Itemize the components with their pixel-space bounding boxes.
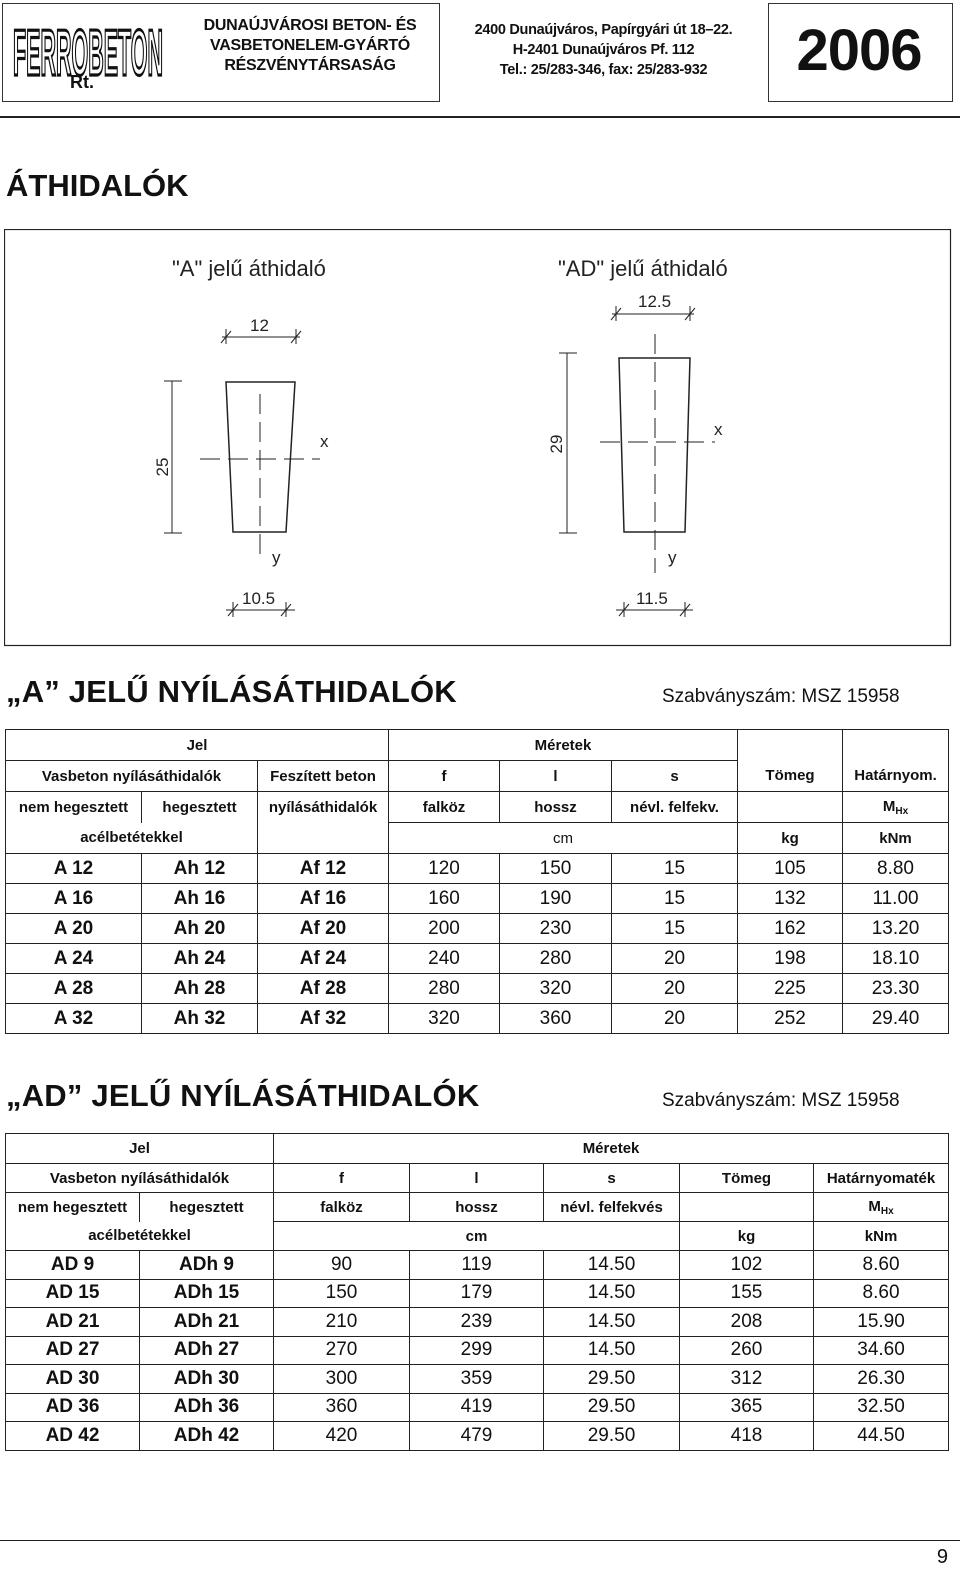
table-cell: A 12 (6, 854, 142, 884)
table-cell: Af 24 (258, 944, 389, 974)
table-cell: 15 (612, 854, 738, 884)
col-meretek: Méretek (389, 730, 738, 761)
table-row (6, 944, 949, 974)
table-cell: 20 (612, 974, 738, 1004)
table-row (6, 884, 949, 914)
table-cell: A 24 (6, 944, 142, 974)
table-cell: 280 (389, 974, 500, 1004)
col-nevl-felfekv: névl. felfekv. (612, 792, 738, 823)
table-cell: 365 (680, 1393, 814, 1422)
table-cell: ADh 9 (140, 1251, 274, 1280)
table-cell: 270 (274, 1336, 410, 1365)
col-mhx: $M_{Hx}$ (814, 1193, 949, 1222)
table-cell: Af 16 (258, 884, 389, 914)
col-vasbeton: Vasbeton nyílásáthidalók (6, 1164, 274, 1193)
table-cell: ADh 15 (140, 1279, 274, 1308)
col-f: f (274, 1164, 410, 1193)
address-line-3: Tel.: 25/283-346, fax: 25/283-932 (499, 62, 708, 78)
table-cell: 299 (410, 1336, 544, 1365)
col-nyilasathidalok: nyílásáthidalók (258, 792, 389, 823)
table-cell: AD 27 (6, 1336, 140, 1365)
table-row (6, 974, 949, 1004)
footer-divider (0, 1540, 960, 1541)
table-cell: 240 (389, 944, 500, 974)
col-meretek: Méretek (274, 1134, 949, 1164)
logo-sub: Rt. (70, 72, 94, 90)
company-address (446, 20, 761, 80)
table-ad-header-row-3 (6, 1193, 949, 1222)
table-cell: AD 30 (6, 1365, 140, 1394)
blank-cell (680, 1193, 814, 1222)
table-ad (5, 1133, 949, 1451)
col-jel: Jel (6, 1134, 274, 1164)
blank-cell (738, 730, 843, 761)
table-a-header-row-3 (6, 792, 949, 823)
blank-cell (738, 792, 843, 823)
table-cell: 320 (500, 974, 612, 1004)
unit-kg: kg (738, 823, 843, 854)
table-cell: 132 (738, 884, 843, 914)
table-cell: AD 9 (6, 1251, 140, 1280)
table-cell: 300 (274, 1365, 410, 1394)
table-cell: 105 (738, 854, 843, 884)
diagram-a-bottom-width: 10.5 (242, 589, 276, 608)
page-number: 9 (936, 1546, 948, 1568)
table-cell: 155 (680, 1279, 814, 1308)
table-cell: 190 (500, 884, 612, 914)
col-nem-hegesztett: nem hegesztett (6, 1193, 140, 1222)
table-cell: A 32 (6, 1004, 142, 1034)
header-divider (0, 116, 960, 118)
table-cell: 15 (612, 884, 738, 914)
col-feszitett: Feszített beton (258, 761, 389, 792)
table-row (6, 1279, 949, 1308)
svg-text:FERROBETON: FERROBETON (13, 16, 163, 90)
col-hossz: hossz (500, 792, 612, 823)
table-cell: 20 (612, 1004, 738, 1034)
table-row (6, 1308, 949, 1337)
table-cell: AD 21 (6, 1308, 140, 1337)
table-cell: 90 (274, 1251, 410, 1280)
table-cell: 210 (274, 1308, 410, 1337)
table-cell: ADh 27 (140, 1336, 274, 1365)
table-row (6, 1365, 949, 1394)
table-cell: 200 (389, 914, 500, 944)
table-cell: AD 36 (6, 1393, 140, 1422)
table-cell: AD 15 (6, 1279, 140, 1308)
table-cell: 32.50 (814, 1393, 949, 1422)
diagram-a-top-width: 12 (250, 316, 269, 335)
col-nevl-felfekves: névl. felfekvés (544, 1193, 680, 1222)
col-l: l (500, 761, 612, 792)
table-ad-header-row-4 (6, 1222, 949, 1251)
table-row (6, 1336, 949, 1365)
table-cell: 420 (274, 1422, 410, 1451)
table-cell: 198 (738, 944, 843, 974)
col-nem-hegesztett: nem hegesztett (6, 792, 142, 823)
table-cell: Ah 28 (142, 974, 258, 1004)
table-cell: 150 (274, 1279, 410, 1308)
table-cell: 312 (680, 1365, 814, 1394)
table-cell: Ah 20 (142, 914, 258, 944)
col-mhx: $M_{Hx}$ (843, 792, 949, 823)
page-title: ÁTHIDALÓK (6, 168, 189, 203)
diagram-ad-top-width: 12.5 (638, 292, 672, 311)
col-s: s (612, 761, 738, 792)
table-cell: 359 (410, 1365, 544, 1394)
col-s: s (544, 1164, 680, 1193)
company-name (190, 16, 430, 76)
table-cell: 120 (389, 854, 500, 884)
table-cell: A 20 (6, 914, 142, 944)
table-cell: 29.40 (843, 1004, 949, 1034)
table-cell: 360 (500, 1004, 612, 1034)
table-cell: 14.50 (544, 1308, 680, 1337)
table-row (6, 1393, 949, 1422)
unit-knm: kNm (843, 823, 949, 854)
table-cell: 280 (500, 944, 612, 974)
table-cell: 260 (680, 1336, 814, 1365)
diagram-ad-bottom-width: 11.5 (636, 589, 668, 608)
section-ad-title: „AD” JELŰ NYÍLÁSÁTHIDALÓK (6, 1078, 480, 1113)
table-cell: 18.10 (843, 944, 949, 974)
col-hegesztett: hegesztett (140, 1193, 274, 1222)
year: 2006 (796, 18, 922, 83)
table-row (6, 914, 949, 944)
table-cell: 29.50 (544, 1365, 680, 1394)
table-cell: 230 (500, 914, 612, 944)
table-cell: ADh 21 (140, 1308, 274, 1337)
table-cell: 208 (680, 1308, 814, 1337)
company-line-1: DUNAÚJVÁROSI BETON- ÉS (203, 17, 417, 34)
table-cell: 119 (410, 1251, 544, 1280)
col-hatarnyom: Határnyom. (843, 761, 949, 792)
col-f: f (389, 761, 500, 792)
diagram-a-axis-x: x (320, 432, 329, 451)
table-row (6, 1004, 949, 1034)
table-cell: 14.50 (544, 1336, 680, 1365)
table-cell: Ah 24 (142, 944, 258, 974)
table-cell: 419 (410, 1393, 544, 1422)
table-cell: AD 42 (6, 1422, 140, 1451)
blank-cell (258, 823, 389, 854)
col-jel: Jel (6, 730, 389, 761)
table-cell: Af 20 (258, 914, 389, 944)
table-a-header-row-2 (6, 761, 949, 792)
table-cell: 11.00 (843, 884, 949, 914)
diagram-a-axis-y: y (272, 548, 281, 567)
table-cell: 23.30 (843, 974, 949, 1004)
blank-cell (843, 730, 949, 761)
table-cell: 162 (738, 914, 843, 944)
diagram-frame (5, 230, 951, 646)
col-tomeg: Tömeg (680, 1164, 814, 1193)
table-cell: 13.20 (843, 914, 949, 944)
table-cell: ADh 30 (140, 1365, 274, 1394)
table-cell: 20 (612, 944, 738, 974)
table-cell: 479 (410, 1422, 544, 1451)
table-cell: 150 (500, 854, 612, 884)
table-cell: 34.60 (814, 1336, 949, 1365)
table-cell: ADh 42 (140, 1422, 274, 1451)
table-ad-header-row-1 (6, 1134, 949, 1164)
table-cell: 160 (389, 884, 500, 914)
table-cell: Af 32 (258, 1004, 389, 1034)
col-falkoz: falköz (389, 792, 500, 823)
diagram-ad-title: "AD" jelű áthidaló (558, 256, 728, 281)
table-cell: Af 12 (258, 854, 389, 884)
table-cell: 360 (274, 1393, 410, 1422)
diagram-ad-axis-x: x (714, 420, 723, 439)
table-ad-header-row-2 (6, 1164, 949, 1193)
table-cell: 102 (680, 1251, 814, 1280)
table-row (6, 854, 949, 884)
table-cell: 26.30 (814, 1365, 949, 1394)
section-ad-standard: Szabványszám: MSZ 15958 (662, 1090, 900, 1111)
table-cell: 320 (389, 1004, 500, 1034)
table-cell: 15.90 (814, 1308, 949, 1337)
table-cell: Ah 12 (142, 854, 258, 884)
col-hossz: hossz (410, 1193, 544, 1222)
company-line-2: VASBETONELEM-GYÁRTÓ (210, 37, 410, 54)
table-cell: Ah 16 (142, 884, 258, 914)
table-a-header-row-1 (6, 730, 949, 761)
col-acelbetetekkel: acélbetétekkel (6, 823, 258, 854)
diagram-a-title: "A" jelű áthidaló (172, 256, 326, 281)
table-cell: 225 (738, 974, 843, 1004)
col-acelbetetekkel: acélbetétekkel (6, 1222, 274, 1251)
unit-cm: cm (274, 1222, 680, 1251)
col-tomeg: Tömeg (738, 761, 843, 792)
table-cell: 29.50 (544, 1393, 680, 1422)
table-cell: A 16 (6, 884, 142, 914)
company-line-3: RÉSZVÉNYTÁRSASÁG (224, 57, 396, 74)
col-l: l (410, 1164, 544, 1193)
diagram-ad-height: 29 (547, 434, 566, 454)
table-cell: 8.60 (814, 1279, 949, 1308)
table-cell: 252 (738, 1004, 843, 1034)
col-hatarnyomatek: Határnyomaték (814, 1164, 949, 1193)
table-cell: 15 (612, 914, 738, 944)
section-a-standard: Szabványszám: MSZ 15958 (662, 686, 900, 707)
table-cell: 8.80 (843, 854, 949, 884)
table-cell: 418 (680, 1422, 814, 1451)
table-cell: Af 28 (258, 974, 389, 1004)
diagram-ad-axis-y: y (668, 548, 677, 567)
address-line-2: H-2401 Dunaújváros Pf. 112 (512, 42, 695, 58)
table-cell: A 28 (6, 974, 142, 1004)
table-row (6, 1251, 949, 1280)
table-cell: 44.50 (814, 1422, 949, 1451)
table-cell: 29.50 (544, 1422, 680, 1451)
col-falkoz: falköz (274, 1193, 410, 1222)
table-cell: 14.50 (544, 1251, 680, 1280)
unit-kg: kg (680, 1222, 814, 1251)
table-a (5, 729, 949, 1034)
ferrobeton-logo (10, 10, 180, 90)
unit-knm: kNm (814, 1222, 949, 1251)
unit-cm: cm (389, 823, 738, 854)
table-cell: Ah 32 (142, 1004, 258, 1034)
section-a-title: „A” JELŰ NYÍLÁSÁTHIDALÓK (6, 674, 457, 709)
table-a-header-row-4 (6, 823, 949, 854)
table-cell: 8.60 (814, 1251, 949, 1280)
table-cell: 179 (410, 1279, 544, 1308)
table-cell: ADh 36 (140, 1393, 274, 1422)
table-cell: 239 (410, 1308, 544, 1337)
cross-section-diagram (4, 229, 952, 647)
address-line-1: 2400 Dunaújváros, Papírgyári út 18–22. (474, 22, 733, 38)
table-cell: 14.50 (544, 1279, 680, 1308)
table-row (6, 1422, 949, 1451)
diagram-a-height: 25 (153, 457, 172, 477)
col-vasbeton: Vasbeton nyílásáthidalók (6, 761, 258, 792)
col-hegesztett: hegesztett (142, 792, 258, 823)
